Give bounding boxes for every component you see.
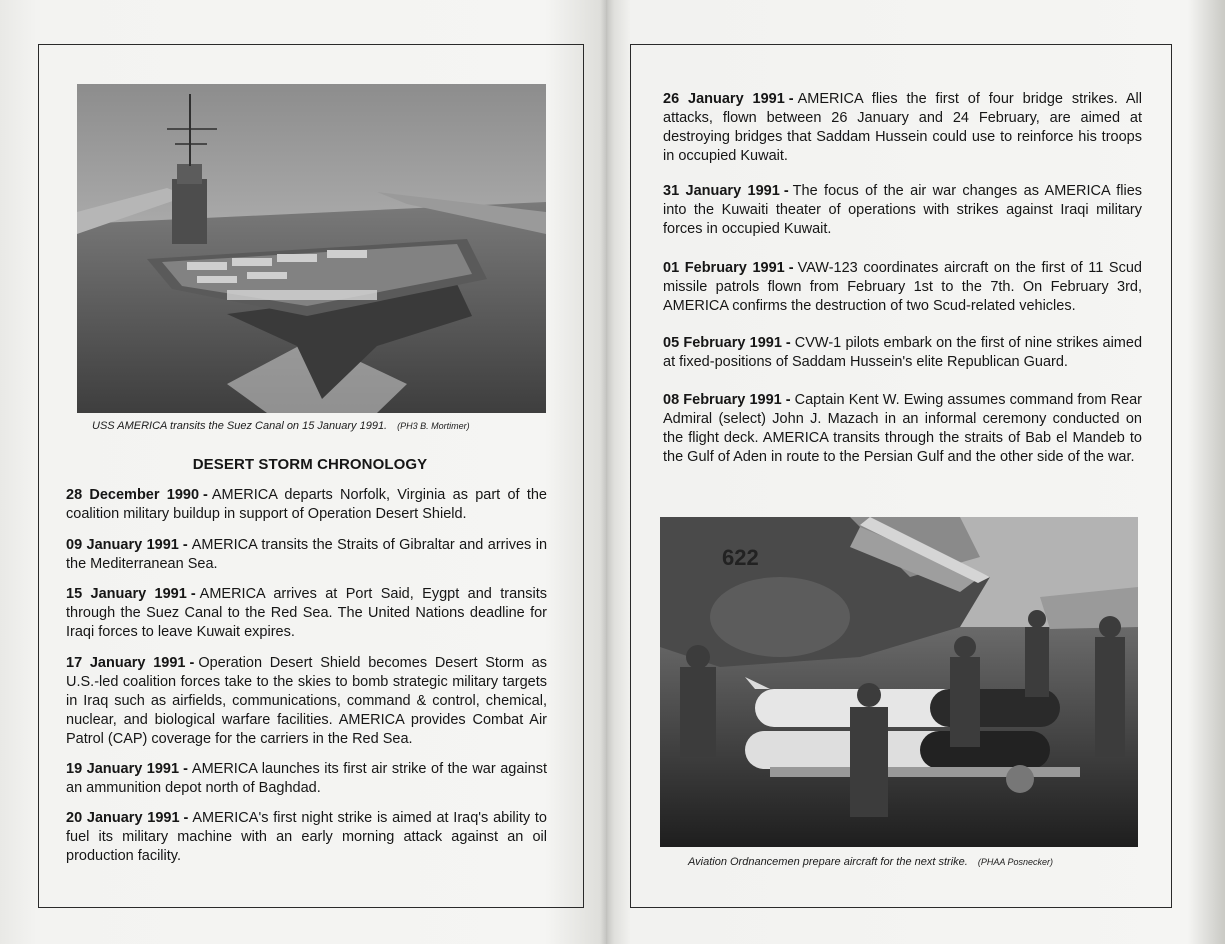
chronology-entry xyxy=(663,334,1142,372)
entry-date: 09 January 1991 xyxy=(66,537,179,553)
entry-date: 20 January 1991 xyxy=(66,810,180,826)
entry-separator: - xyxy=(788,91,794,107)
entry-text: The focus of the air war changes as AMERICA flies into the Kuwaiti theater of operations with strikes against Iraqi military forces in occupied Kuwait. xyxy=(663,183,1143,237)
entry-date: 01 February 1991 xyxy=(663,260,785,276)
carrier-suez-photo xyxy=(77,84,546,413)
entry-text: AMERICA arrives at Port Said, Eygpt and transits through the Suez Canal to the Red Sea. The United Nations deadline for Iraqi forces to leave Kuwait expires. xyxy=(66,586,547,640)
entry-date: 26 January 1991 xyxy=(663,91,785,107)
carrier-caption-text: USS AMERICA transits the Suez Canal on 15 January 1991. xyxy=(92,420,388,432)
chronology-heading: DESERT STORM CHRONOLOGY xyxy=(192,456,428,473)
chronology-entry xyxy=(663,391,1142,467)
entry-text: Captain Kent W. Ewing assumes command from Rear Admiral (select) John J. Mazach in an informal ceremony conducted on the flight deck. AMERICA transits through the straits of Bab el Mandeb to the Gulf of Aden in route to the Persian Gulf and the other side of the war. xyxy=(663,392,1142,465)
entry-text: CVW-1 pilots embark on the first of nine strikes aimed at fixed-positions of Saddam Hussein's elite Republican Guard. xyxy=(663,335,1143,370)
chronology-entry xyxy=(66,760,547,798)
ordnancemen-photo-credit: (PHAA Posnecker) xyxy=(977,857,1054,867)
chronology-entry xyxy=(66,654,547,749)
entry-date: 17 January 1991 xyxy=(66,655,186,671)
entry-text: AMERICA flies the first of four bridge strikes. All attacks, flown between 26 January and 24 February, are aimed at destroying bridges that Saddam Hussein could use to reinforce his troops in occupied Kuwait. xyxy=(663,91,1142,164)
entry-text: VAW-123 coordinates aircraft on the first of 11 Scud missile patrols flown from February 1st to the 7th. On February 3rd, AMERICA confirms the destruction of two Scud-related vehicles. xyxy=(663,260,1142,314)
entry-text: AMERICA departs Norfolk, Virginia as part of the coalition military buildup in support of Operation Desert Shield. xyxy=(66,487,547,522)
chronology-entry xyxy=(66,585,547,642)
entry-text: AMERICA launches its first air strike of the war against an ammunition depot north of Baghdad. xyxy=(66,761,547,796)
entry-date: 19 January 1991 xyxy=(66,761,180,777)
entry-date: 15 January 1991 xyxy=(66,586,187,602)
entry-separator: - xyxy=(190,586,196,602)
entry-separator: - xyxy=(203,487,208,503)
ordnancemen-photo-caption xyxy=(688,856,1053,868)
entry-text: AMERICA's first night strike is aimed at Iraq's ability to fuel its military machine with an early morning attack against an oil production facility. xyxy=(66,810,547,864)
carrier-photo-credit: (PH3 B. Mortimer) xyxy=(397,421,470,431)
book-gutter xyxy=(600,0,614,944)
entry-separator: - xyxy=(183,810,189,826)
entry-date: 05 February 1991 xyxy=(663,335,782,351)
chronology-entry xyxy=(663,259,1142,316)
entry-date: 08 February 1991 xyxy=(663,392,782,408)
entry-separator: - xyxy=(788,260,794,276)
entry-date: 28 December 1990 xyxy=(66,487,200,503)
ordnancemen-caption-text: Aviation Ordnancemen prepare aircraft for the next strike. xyxy=(688,856,968,868)
entry-separator: - xyxy=(189,655,195,671)
entry-text: AMERICA transits the Straits of Gibraltar and arrives in the Mediterranean Sea. xyxy=(66,537,548,572)
chronology-entry xyxy=(66,536,547,574)
entry-date: 31 January 1991 xyxy=(663,183,780,199)
chronology-entry xyxy=(66,486,547,524)
entry-separator: - xyxy=(785,392,791,408)
entry-separator: - xyxy=(785,335,791,351)
entry-separator: - xyxy=(183,761,188,777)
entry-text: Operation Desert Shield becomes Desert Storm as U.S.-led coalition forces take to the skies to bomb strategic military targets in Iraq such as airfields, communications, command & control, chemical, nuclear, and biological warfare facilities. AMERICA provides Combat Air Patrol (CAP) coverage for the carriers in the Red Sea. xyxy=(66,655,547,747)
chronology-entry xyxy=(663,90,1142,166)
carrier-photo-caption xyxy=(92,420,470,432)
entry-separator: - xyxy=(182,537,188,553)
chronology-entry xyxy=(66,809,547,866)
chronology-entry xyxy=(663,182,1142,239)
ordnancemen-photo xyxy=(660,517,1138,847)
entry-separator: - xyxy=(783,183,789,199)
aircraft-side-number: 622 xyxy=(722,545,759,570)
